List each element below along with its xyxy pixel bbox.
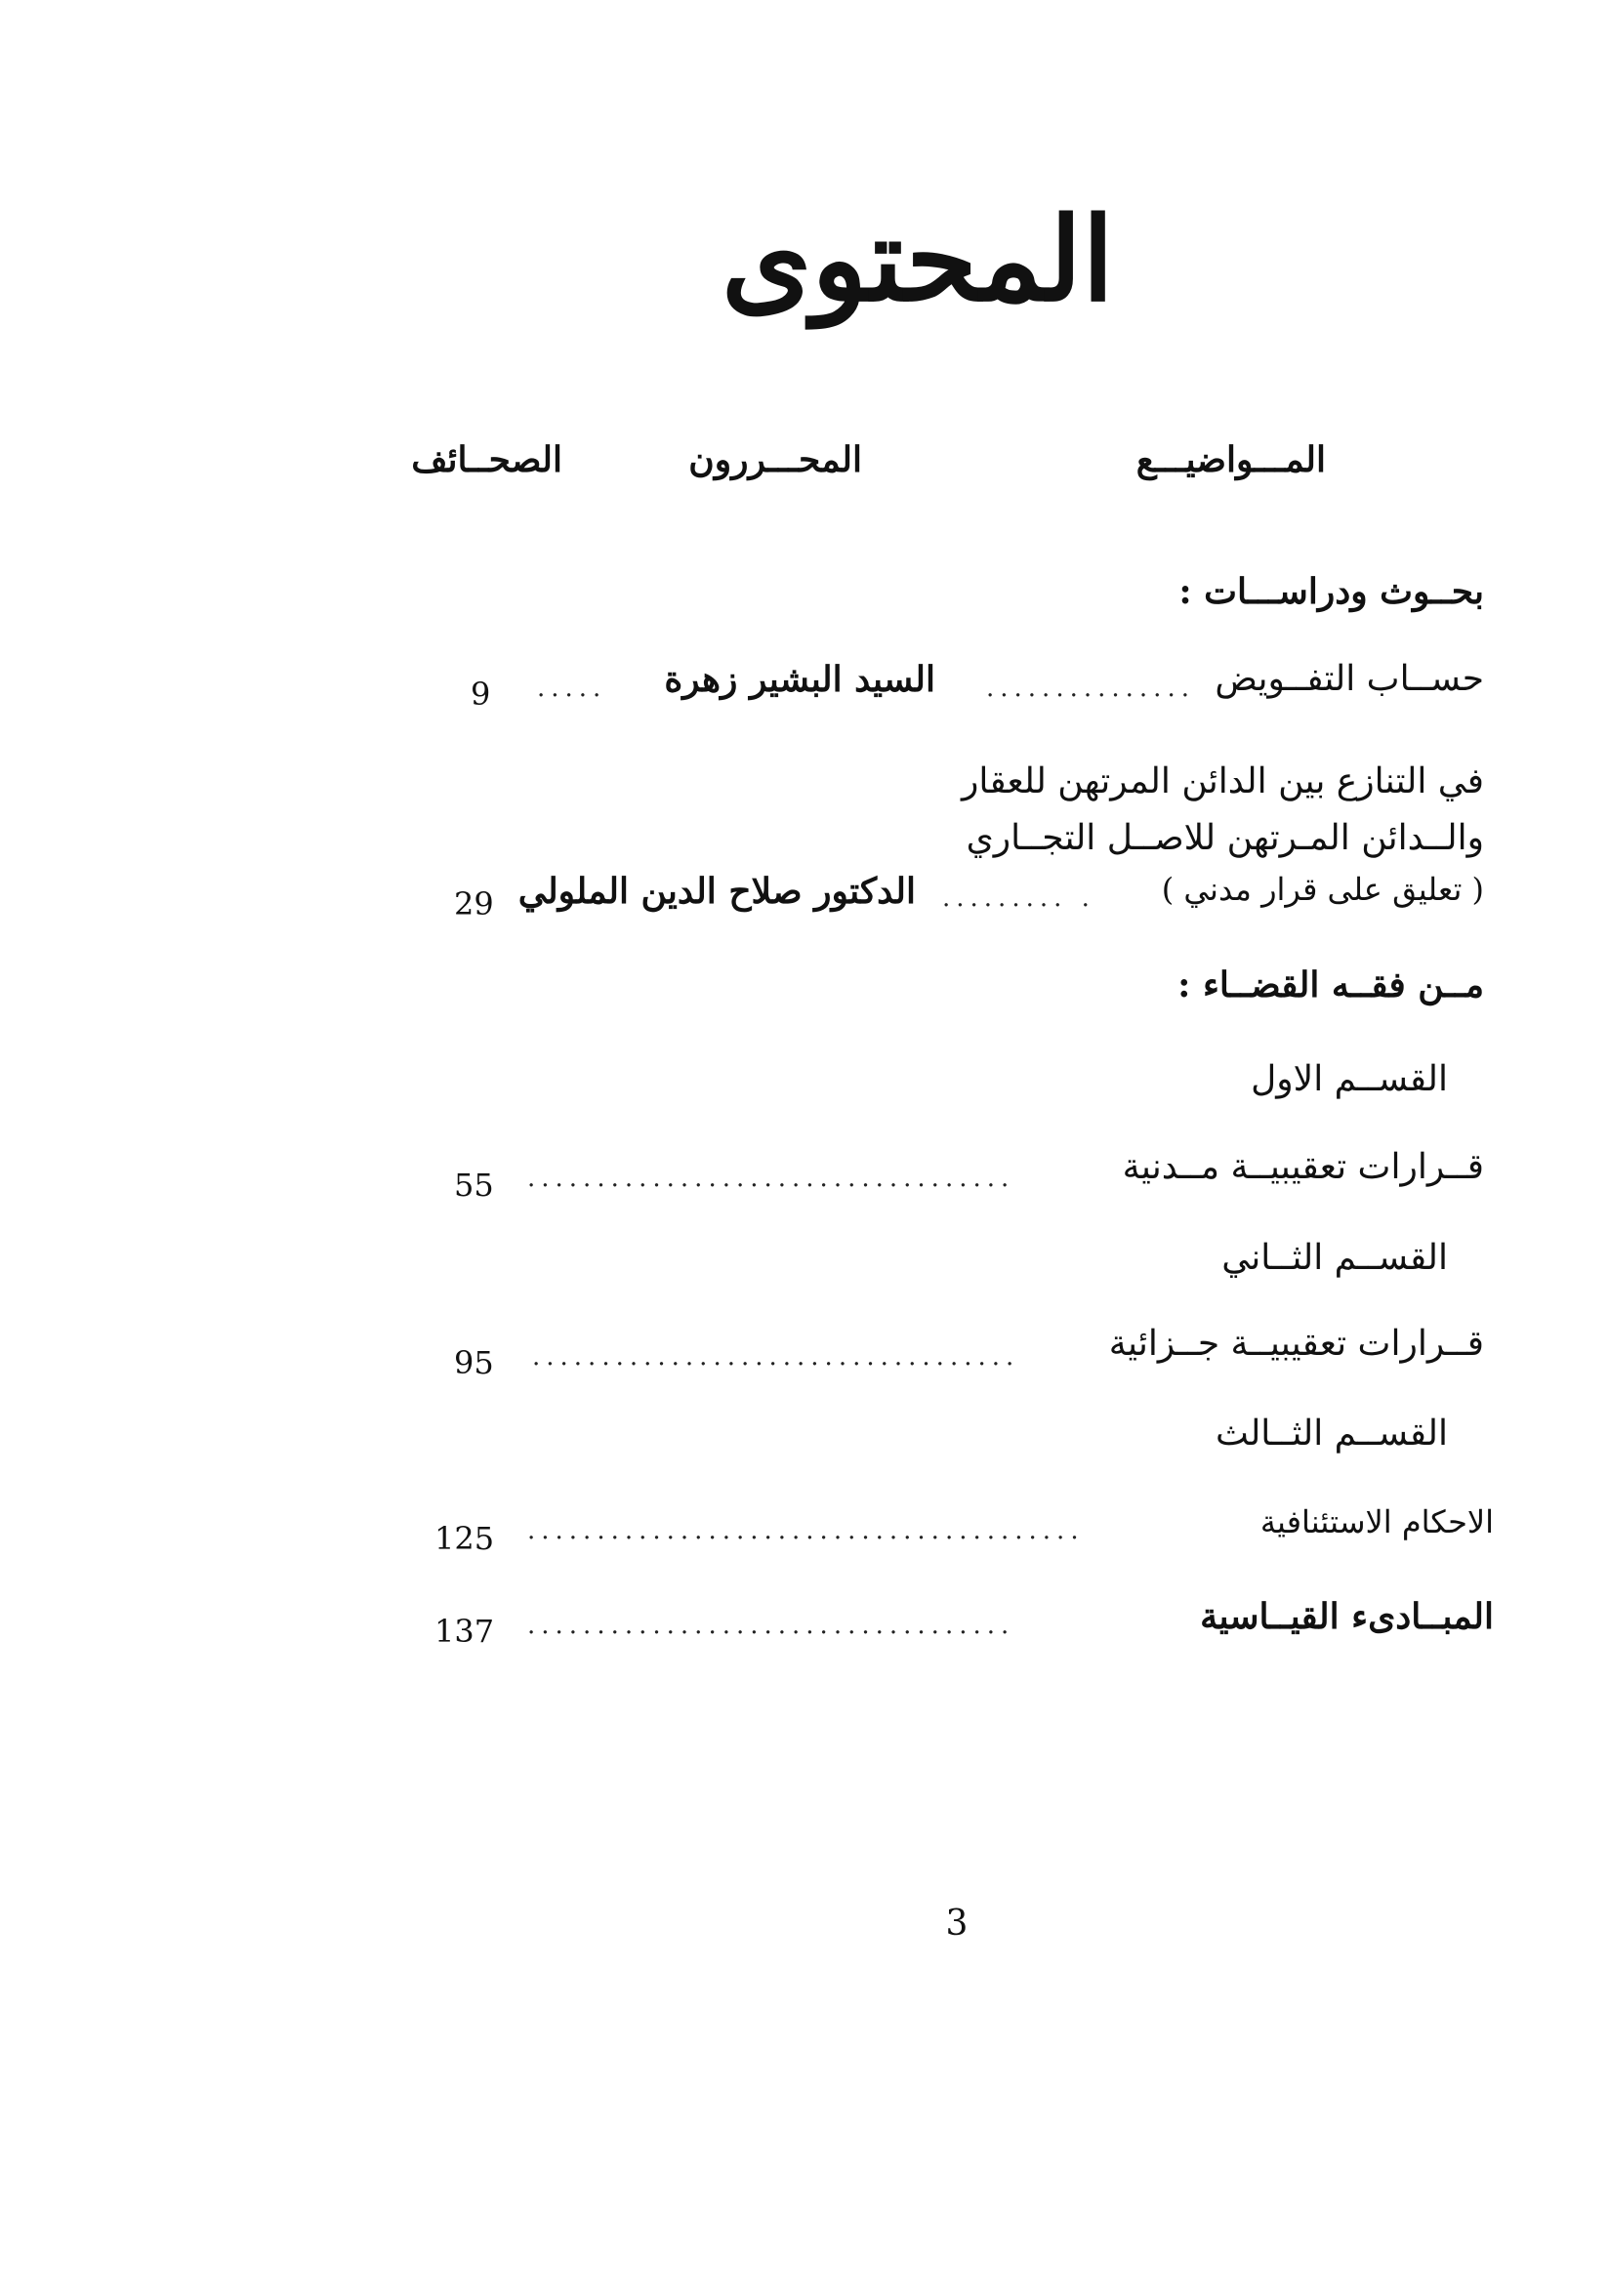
section-heading-jurisprudence: مــن فقــه القضــاء : bbox=[1177, 964, 1484, 1005]
part-label: القســم الاول bbox=[1251, 1059, 1448, 1099]
entry-title: الاحكام الاستئنافية bbox=[1259, 1503, 1494, 1540]
entry-page-number: 9 bbox=[471, 676, 491, 713]
dot-leader: . ......... bbox=[942, 883, 1095, 913]
entry-page-number: 125 bbox=[434, 1520, 495, 1557]
dot-leader: ..... bbox=[537, 674, 607, 703]
dot-leader: ................................... bbox=[527, 1164, 1015, 1193]
column-header-editors: المحـــررون bbox=[688, 439, 862, 480]
column-header-topics: المـــواضيـــع bbox=[1135, 439, 1326, 480]
entry-title: قــرارات تعقيبيــة جــزائية bbox=[1108, 1324, 1484, 1364]
page-title: المحتوى bbox=[721, 191, 1115, 327]
entry-title-line: والــدائن المـرتهن للاصــل التجــاري bbox=[966, 818, 1484, 858]
dot-leader: ................................... bbox=[532, 1342, 1020, 1372]
entry-page-number: 137 bbox=[434, 1613, 495, 1650]
entry-title: قــرارات تعقيبيــة مــدنية bbox=[1122, 1147, 1484, 1187]
entry-author: الدكتور صلاح الدين الملولي bbox=[517, 871, 916, 912]
entry-author: السيد البشير زهرة bbox=[664, 659, 935, 700]
section-heading-research: بحــوث ودراســـات : bbox=[1178, 571, 1484, 612]
entry-page-number: 95 bbox=[454, 1344, 494, 1381]
dot-leader: ........................................ bbox=[527, 1516, 1085, 1545]
column-header-pages: الصحــائف bbox=[411, 439, 562, 480]
dot-leader: ............... bbox=[986, 674, 1195, 703]
dot-leader: ................................... bbox=[527, 1611, 1015, 1640]
part-label: القســم الثــالث bbox=[1215, 1414, 1448, 1454]
entry-title: حســاب التفــويض bbox=[1215, 659, 1484, 699]
entry-page-number: 55 bbox=[454, 1167, 494, 1204]
page-number: 3 bbox=[945, 1904, 969, 1944]
entry-title-line: ( تعليق على قرار مدني ) bbox=[1161, 871, 1484, 908]
entry-page-number: 29 bbox=[454, 885, 494, 922]
part-label: القســم الثــاني bbox=[1221, 1238, 1448, 1278]
entry-title-line: في التنازع بين الدائن المرتهن للعقار bbox=[961, 761, 1484, 801]
entry-title: المبــادىء القيــاسية bbox=[1200, 1596, 1494, 1637]
